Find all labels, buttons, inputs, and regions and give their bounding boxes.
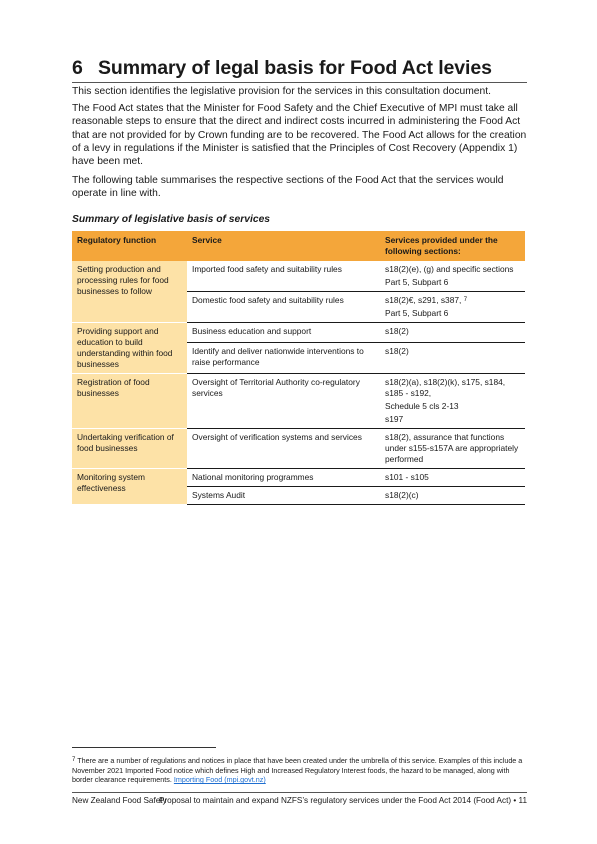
table-row bbox=[72, 469, 525, 487]
section-line: s18(2) bbox=[385, 326, 409, 336]
table-caption: Summary of legislative basis of services bbox=[72, 214, 271, 225]
service-cell: Business education and support bbox=[187, 323, 380, 343]
sections-cell bbox=[380, 374, 525, 429]
table-row bbox=[72, 429, 525, 469]
service-cell: Oversight of verification systems and services bbox=[187, 429, 380, 469]
service-cell: Imported food safety and suitability rules bbox=[187, 261, 380, 292]
footer-document-title: Proposal to maintain and expand NZFS’s regulatory services under the Food Act 2014 (Food Act) • 11 bbox=[158, 796, 527, 805]
footnote-number: 7 bbox=[72, 757, 76, 763]
section-title: Summary of legal basis for Food Act levies bbox=[98, 57, 492, 79]
intro-paragraph: This section identifies the legislative provision for the services in this consultation document. bbox=[72, 86, 491, 97]
regulatory-function-cell: Providing support and education to build understanding within food businesses bbox=[72, 323, 187, 374]
regulatory-function-cell: Registration of food businesses bbox=[72, 374, 187, 429]
service-cell: Oversight of Territorial Authority co-regulatory services bbox=[187, 374, 380, 429]
service-cell: National monitoring programmes bbox=[187, 469, 380, 487]
footnote-reference[interactable]: 7 bbox=[463, 297, 468, 303]
section-line: s18(2)(e), (g) and specific sections bbox=[385, 264, 514, 274]
sections-cell bbox=[380, 469, 525, 487]
footnote bbox=[72, 756, 527, 785]
section-number: 6 bbox=[72, 57, 83, 79]
sections-cell bbox=[380, 429, 525, 469]
service-cell: Domestic food safety and suitability rules bbox=[187, 292, 380, 323]
section-heading bbox=[72, 57, 527, 80]
footnote-divider bbox=[72, 747, 216, 748]
section-line: Part 5, Subpart 6 bbox=[385, 308, 449, 318]
table-row bbox=[72, 261, 525, 292]
table-header-row bbox=[72, 231, 525, 261]
sections-cell bbox=[380, 292, 525, 323]
sections-cell bbox=[380, 261, 525, 292]
section-line: s18(2) bbox=[385, 345, 409, 356]
table-row bbox=[72, 374, 525, 429]
heading-divider bbox=[72, 82, 527, 83]
service-cell: Identify and deliver nationwide interventions to raise performance bbox=[187, 342, 380, 373]
section-line: Part 5, Subpart 6 bbox=[385, 277, 449, 287]
footer-divider bbox=[72, 792, 527, 793]
section-text: s18(2)€, s291, s387, bbox=[385, 295, 464, 305]
header-regulatory-function: Regulatory function bbox=[72, 231, 187, 261]
footer-organisation: New Zealand Food Safety bbox=[72, 796, 167, 805]
regulatory-function-cell: Undertaking verification of food businesses bbox=[72, 429, 187, 469]
section-line: Schedule 5 cls 2-13 bbox=[385, 401, 459, 411]
sections-cell bbox=[380, 487, 525, 505]
section-line: s197 bbox=[385, 414, 404, 424]
sections-cell bbox=[380, 342, 525, 373]
regulatory-function-cell: Monitoring system effectiveness bbox=[72, 469, 187, 505]
header-service: Service bbox=[187, 231, 380, 261]
header-sections: Services provided under the following sections: bbox=[380, 231, 525, 261]
legal-basis-table bbox=[72, 231, 525, 505]
section-line: s18(2)(a), s18(2)(k), s175, s184, s185 - s192, bbox=[385, 377, 506, 398]
food-act-paragraph: The Food Act states that the Minister for Food Safety and the Chief Executive of MPI must take all reasonable steps to ensure that the direct and indirect costs incurred in administering the Food Act that are not provided for by Crown funding are to be recovered. The Food Act allows for the creation of a levy in regulations if the Minister is satisfied that the Principles of Cost Recovery (Appendix 1) have been met. bbox=[72, 103, 527, 168]
importing-food-link[interactable]: Importing Food (mpi.govt.nz) bbox=[173, 775, 266, 785]
footnote-text: There are a number of regulations and notices in place that have been created under the umbrella of this service. Examples of this include a November 2021 Imported Food notice which defines High and Increased Regulatory Interest foods, the hazard to be managed, along with border clearance requirements. bbox=[72, 756, 523, 785]
section-line: s18(2), assurance that functions under s155-s157A are appropriately performed bbox=[385, 432, 519, 464]
table-intro-paragraph: The following table summarises the respective sections of the Food Act that the services would operate in line with. bbox=[72, 175, 504, 200]
section-line: s101 - s105 bbox=[385, 472, 429, 482]
section-line: s18(2)(c) bbox=[385, 490, 419, 500]
regulatory-function-cell: Setting production and processing rules for food businesses to follow bbox=[72, 261, 187, 323]
service-cell: Systems Audit bbox=[187, 487, 380, 505]
table-row bbox=[72, 323, 525, 343]
sections-cell bbox=[380, 323, 525, 343]
section-line bbox=[385, 295, 520, 306]
